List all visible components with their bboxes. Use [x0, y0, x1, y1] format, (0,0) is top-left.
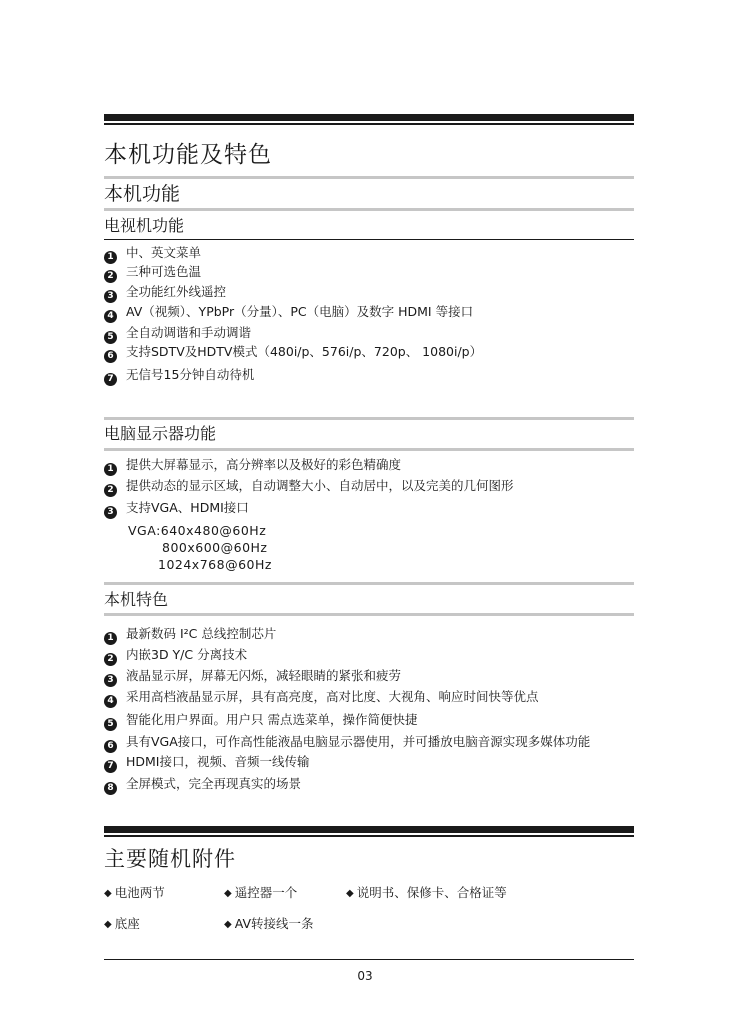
list-item-text: 全屏模式，完全再现真实的场景 — [126, 776, 302, 791]
number-badge: 3 — [104, 674, 117, 687]
list-item — [104, 710, 417, 730]
vga-mode: 1024x768@60Hz — [158, 557, 272, 572]
list-item-text: 提供动态的显示区域，自动调整大小、自动居中，以及完美的几何图形 — [126, 478, 514, 493]
list-item-text: 无信号15分钟自动待机 — [126, 367, 255, 382]
number-badge: 3 — [104, 506, 117, 519]
vga-mode: 800x600@60Hz — [162, 540, 268, 555]
list-item-text: 全功能红外线遥控 — [126, 284, 227, 299]
list-item-text: 具有VGA接口，可作高性能液晶电脑显示器使用，并可播放电脑音源实现多媒体功能 — [126, 734, 591, 749]
accessory-item: ◆ 遥控器一个 — [224, 885, 298, 900]
list-item — [104, 476, 514, 496]
diamond-bullet-icon: ◆ — [104, 919, 112, 930]
accessories-thin-rule — [104, 835, 634, 837]
list-item — [104, 262, 201, 282]
features-heading: 本机特色 — [104, 590, 169, 609]
list-item — [104, 752, 310, 772]
list-item — [104, 774, 301, 794]
list-item-text: 最新数码 I²C 总线控制芯片 — [126, 626, 277, 641]
accessory-item: ◆ AV转接线一条 — [224, 916, 314, 931]
accessories-thick-bar — [104, 826, 634, 833]
number-badge: 2 — [104, 653, 117, 666]
accessories-heading: 主要随机附件 — [104, 847, 236, 871]
list-item — [104, 302, 473, 322]
list-item-text: 支持VGA、HDMI接口 — [126, 500, 249, 515]
list-item — [104, 282, 226, 302]
number-badge: 2 — [104, 270, 117, 283]
accessory-item: ◆ 底座 — [104, 916, 140, 931]
diamond-bullet-icon: ◆ — [104, 888, 112, 899]
footer-rule — [104, 959, 634, 960]
accessory-item: ◆ 电池两节 — [104, 885, 165, 900]
vga-mode: VGA:640x480@60Hz — [128, 523, 267, 538]
list-item — [104, 342, 482, 362]
number-badge: 2 — [104, 484, 117, 497]
list-item-text: 支持SDTV及HDTV模式（480i/p、576i/p、720p、 1080i/p） — [126, 344, 483, 359]
pc-section-top-rule — [104, 417, 634, 420]
number-badge: 1 — [104, 632, 117, 645]
pc-functions-heading: 电脑显示器功能 — [104, 424, 217, 443]
accessory-item: ◆ 说明书、保修卡、合格证等 — [346, 885, 507, 900]
features-heading-rule — [104, 613, 634, 616]
number-badge: 5 — [104, 331, 117, 344]
title-underline — [104, 176, 634, 179]
list-item — [104, 323, 251, 343]
list-item-text: 采用高档液晶显示屏，具有高亮度，高对比度、大视角、响应时间快等优点 — [126, 689, 539, 704]
number-badge: 1 — [104, 463, 117, 476]
number-badge: 1 — [104, 251, 117, 264]
number-badge: 8 — [104, 782, 117, 795]
list-item — [104, 243, 201, 263]
list-item-text: 内嵌3D Y/C 分离技术 — [126, 647, 248, 662]
list-item — [104, 455, 401, 475]
tv-functions-heading: 电视机功能 — [104, 216, 185, 235]
number-badge: 6 — [104, 350, 117, 363]
diamond-bullet-icon: ◆ — [224, 888, 232, 899]
list-item-text: 三种可选色温 — [126, 264, 202, 279]
number-badge: 7 — [104, 760, 117, 773]
number-badge: 5 — [104, 718, 117, 731]
number-badge: 6 — [104, 740, 117, 753]
list-item — [104, 687, 539, 707]
functions-heading: 本机功能 — [104, 183, 181, 205]
tv-heading-rule — [104, 239, 634, 240]
list-item — [104, 365, 254, 385]
list-item-text: 中、英文菜单 — [126, 245, 202, 260]
list-item — [104, 645, 247, 665]
pc-heading-rule — [104, 448, 634, 451]
list-item-text: 提供大屏幕显示，高分辨率以及极好的彩色精确度 — [126, 457, 402, 472]
list-item-text: AV（视频）、YPbPr（分量）、PC（电脑）及数字 HDMI 等接口 — [126, 304, 474, 319]
page-title: 本机功能及特色 — [104, 142, 272, 168]
diamond-bullet-icon: ◆ — [224, 919, 232, 930]
features-top-rule — [104, 582, 634, 585]
top-thick-bar — [104, 114, 634, 121]
list-item-text: 智能化用户界面。用户只 需点选菜单，操作简便快捷 — [126, 712, 418, 727]
number-badge: 3 — [104, 290, 117, 303]
list-item — [104, 666, 401, 686]
list-item — [104, 732, 590, 752]
diamond-bullet-icon: ◆ — [346, 888, 354, 899]
number-badge: 4 — [104, 695, 117, 708]
list-item-text: 液晶显示屏，屏幕无闪烁，减轻眼睛的紧张和疲劳 — [126, 668, 402, 683]
functions-underline — [104, 208, 634, 211]
list-item-text: 全自动调谐和手动调谐 — [126, 325, 252, 340]
number-badge: 7 — [104, 373, 117, 386]
list-item-text: HDMI接口，视频、音频一线传输 — [126, 754, 310, 769]
number-badge: 4 — [104, 310, 117, 323]
list-item — [104, 624, 276, 644]
page-number: 03 — [357, 969, 373, 983]
top-thin-rule — [104, 123, 634, 125]
list-item — [104, 498, 249, 518]
